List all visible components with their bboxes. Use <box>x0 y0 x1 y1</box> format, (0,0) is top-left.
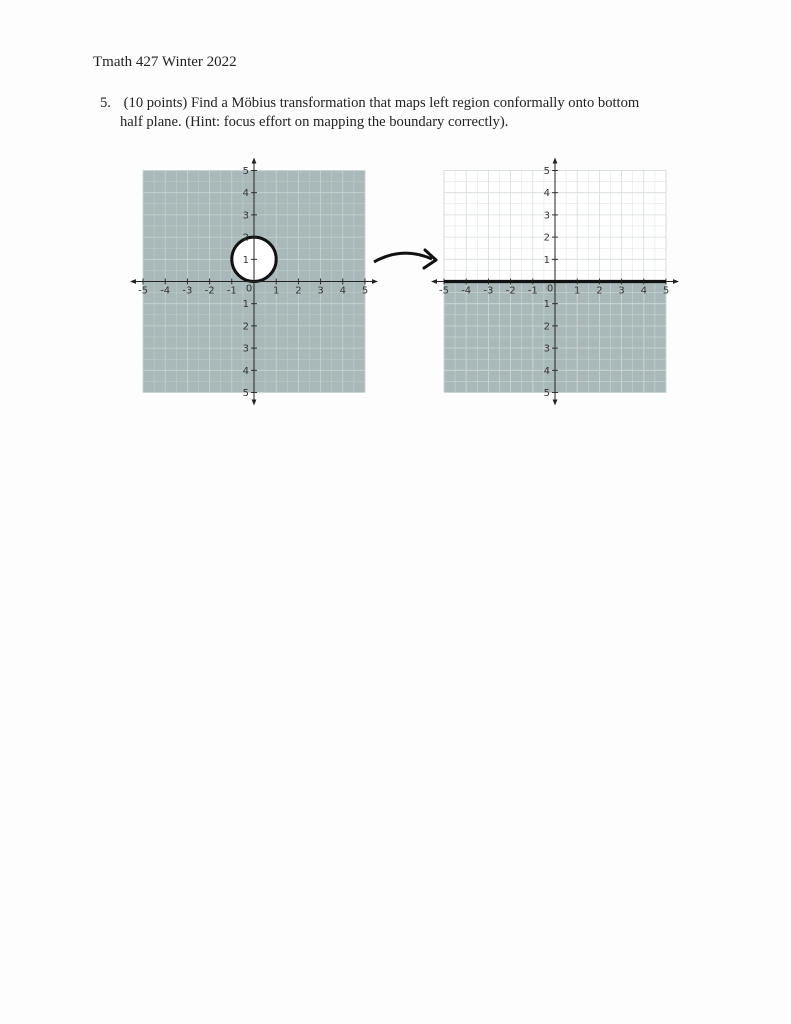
x-tick-label: -4 <box>461 285 472 297</box>
x-tick-label: 1 <box>273 285 280 297</box>
y-tick-label: 3 <box>543 210 550 222</box>
y-tick-label-neg: 4 <box>543 365 550 377</box>
y-tick-label-neg: 2 <box>242 321 249 333</box>
y-tick-label: 5 <box>242 166 249 177</box>
y-tick-label: 3 <box>242 210 249 222</box>
y-tick-label-neg: 3 <box>242 343 249 355</box>
x-tick-label: 1 <box>574 285 581 297</box>
x-tick-label: 5 <box>662 285 670 297</box>
y-tick-label-neg: 4 <box>242 365 249 377</box>
left-plot <box>133 161 375 403</box>
x-tick-label: -5 <box>138 285 148 297</box>
x-tick-label: -2 <box>204 285 215 297</box>
problem-line-2: half plane. (Hint: focus effort on mapping the boundary correctly). <box>120 114 509 130</box>
x-tick-label: -1 <box>226 285 237 297</box>
problem-points: (10 points) <box>123 95 188 111</box>
x-tick-label: 2 <box>295 285 302 297</box>
x-tick-label: -3 <box>182 285 193 297</box>
problem-number: 5. <box>100 95 111 111</box>
course-header: Tmath 427 Winter 2022 <box>93 54 237 70</box>
y-tick-label-neg: 5 <box>242 388 249 399</box>
y-tick-label: 2 <box>543 232 550 244</box>
y-tick-label: 1 <box>242 254 249 266</box>
y-tick-label-neg: 1 <box>543 299 550 311</box>
y-tick-label-neg: 3 <box>543 343 550 355</box>
y-tick-label-neg: 2 <box>543 321 550 333</box>
y-tick-label: 1 <box>543 254 550 266</box>
y-tick-label-neg: 1 <box>242 299 249 311</box>
right-plot <box>434 161 676 403</box>
x-tick-label: -1 <box>527 285 538 297</box>
x-tick-label: -3 <box>483 285 494 297</box>
y-tick-label: 5 <box>543 166 550 177</box>
mobius-figure <box>0 0 791 420</box>
origin-label: 0 <box>245 283 253 295</box>
y-tick-label: 2 <box>242 232 249 244</box>
y-tick-label: 4 <box>242 188 249 200</box>
x-tick-label: 2 <box>596 285 603 297</box>
problem-text-1: Find a Möbius transformation that maps left region conformally onto bottom <box>190 95 640 111</box>
x-tick-label: -2 <box>505 285 516 297</box>
y-tick-label: 4 <box>543 188 550 200</box>
mapping-arrow <box>374 253 432 262</box>
x-tick-label: -5 <box>439 285 449 297</box>
x-tick-label: 3 <box>618 285 625 297</box>
y-tick-label-neg: 5 <box>543 388 550 399</box>
x-tick-label: 3 <box>317 285 324 297</box>
x-tick-label: 5 <box>361 285 369 297</box>
x-tick-label: 4 <box>640 285 647 297</box>
origin-label: 0 <box>546 283 554 295</box>
x-tick-label: 4 <box>339 285 346 297</box>
x-tick-label: -4 <box>160 285 171 297</box>
